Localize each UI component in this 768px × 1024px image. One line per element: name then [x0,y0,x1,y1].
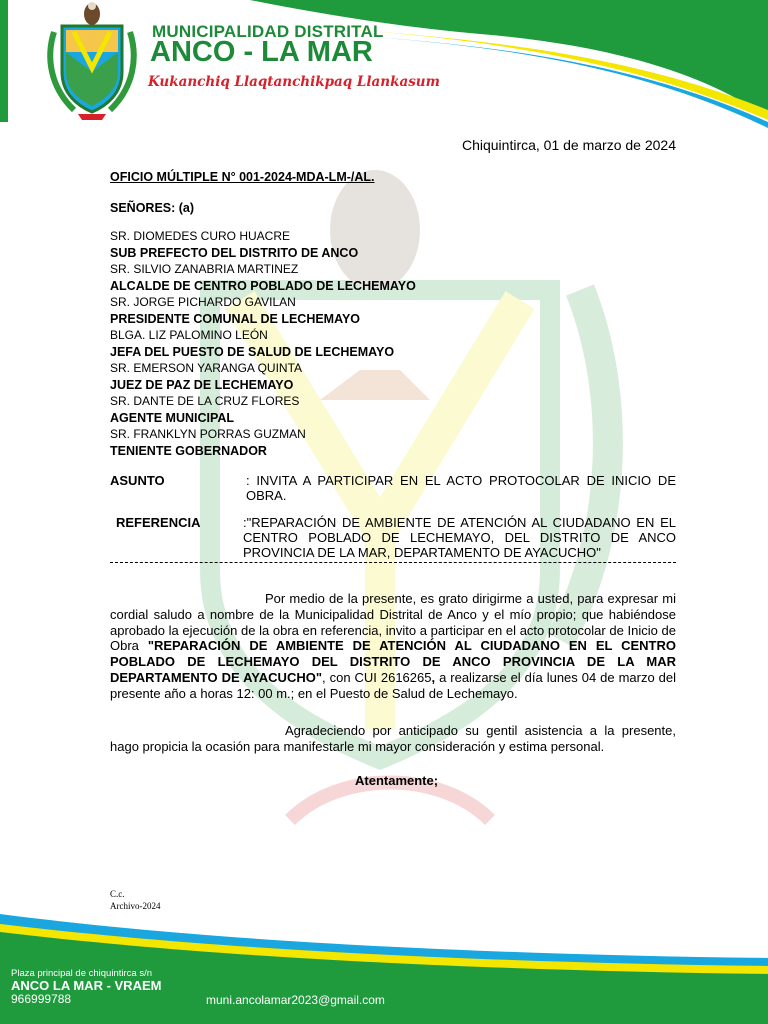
municipal-motto: Kukanchiq Llaqtanchikpaq Llankasum [148,74,440,90]
recipient-name: SR. EMERSON YARANGA QUINTA [110,361,303,375]
footer-email-link[interactable]: muni.ancolamar2023@gmail.com [206,993,385,1007]
recipient-name: BLGA. LIZ PALOMINO LEÓN [110,328,268,342]
asunto-text: : INVITA A PARTICIPAR EN EL ACTO PROTOCOLAR DE INICIO DE OBRA. [246,473,676,503]
dashed-divider [110,562,676,563]
municipal-crest-logo [44,2,140,122]
oficio-number: OFICIO MÚLTIPLE N° 001-2024-MDA-LM-/AL. [110,170,375,184]
body-text-end: a realizarse el día lunes 04 de marzo del presente año a horas 12: 00 m.; en el Puesto de Salud de Lechemayo. [110,669,677,701]
archive-label: Archivo-2024 [110,901,161,911]
recipient-role: TENIENTE GOBERNADOR [110,443,267,458]
letter-closing-paragraph: Agradeciendo por anticipado su gentil asistencia a la presente, hago propicia la ocasión para manifestarle mi mayor consideración y estima personal. [110,723,676,754]
recipient-name: SR. DIOMEDES CURO HUACRE [110,229,291,243]
header-left-bar [0,0,8,122]
recipient-name: SR. SILVIO ZANABRIA MARTINEZ [110,262,299,276]
recipient-name: SR. DANTE DE LA CRUZ FLORES [110,394,300,408]
footer-name: ANCO LA MAR - VRAEM [11,978,162,993]
recipient-role: AGENTE MUNICIPAL [110,410,235,425]
project-name-bold: "REPARACIÓN DE AMBIENTE DE ATENCIÓN AL CIUDADANO EN EL CENTRO POBLADO DE LECHEMAYO DEL DISTRITO DE ANCO PROVINCIA DE LA MAR DEPARTAMENTO DE AYACUCHO" [110,638,676,685]
body-text-comma: , [431,669,436,685]
recipient-name: SR. FRANKLYN PORRAS GUZMAN [110,427,306,441]
letter-body-paragraph [110,591,676,702]
referencia-text: :"REPARACIÓN DE AMBIENTE DE ATENCIÓN AL CIUDADANO EN EL CENTRO POBLADO DE LECHEMAYO, DEL DISTRITO DE ANCO PROVINCIA DE LA MAR, DEPARTAMENTO DE AYACUCHO" [243,515,676,560]
recipient-role: SUB PREFECTO DEL DISTRITO DE ANCO [110,245,359,260]
recipient-name: SR. JORGE PICHARDO GAVILAN [110,295,296,309]
body-text-cui: , con CUI 2616265 [322,669,432,685]
letter-date: Chiquintirca, 01 de marzo de 2024 [461,137,676,153]
closing-salutation: Atentamente; [355,773,439,788]
cc-label: C.c. [110,889,125,899]
referencia-label: REFERENCIA [116,515,201,530]
salutation: SEÑORES: (a) [110,201,195,215]
asunto-label: ASUNTO [110,473,165,488]
district-name: ANCO - LA MAR [150,36,373,68]
recipient-role: ALCALDE DE CENTRO POBLADO DE LECHEMAYO [110,278,416,293]
footer-phone: 966999788 [11,992,72,1006]
recipient-role: JEFA DEL PUESTO DE SALUD DE LECHEMAYO [110,344,395,359]
body-text-start: Por medio de la presente, es grato dirigirme a usted, para expresar mi cordial saludo a nombre de la Municipalidad Distrital de Anco y el mío propio; que habiéndose aprobado la ejecución de la obra en referencia, invito a participar en el acto protocolar de Inicio de Obra [110,591,676,654]
recipient-role: PRESIDENTE COMUNAL DE LECHEMAYO [110,311,361,326]
footer-address: Plaza principal de chiquintirca s/n [11,968,152,979]
municipality-name: MUNICIPALIDAD DISTRITAL [152,22,384,41]
recipient-list [110,228,670,459]
recipient-role: JUEZ DE PAZ DE LECHEMAYO [110,377,294,392]
